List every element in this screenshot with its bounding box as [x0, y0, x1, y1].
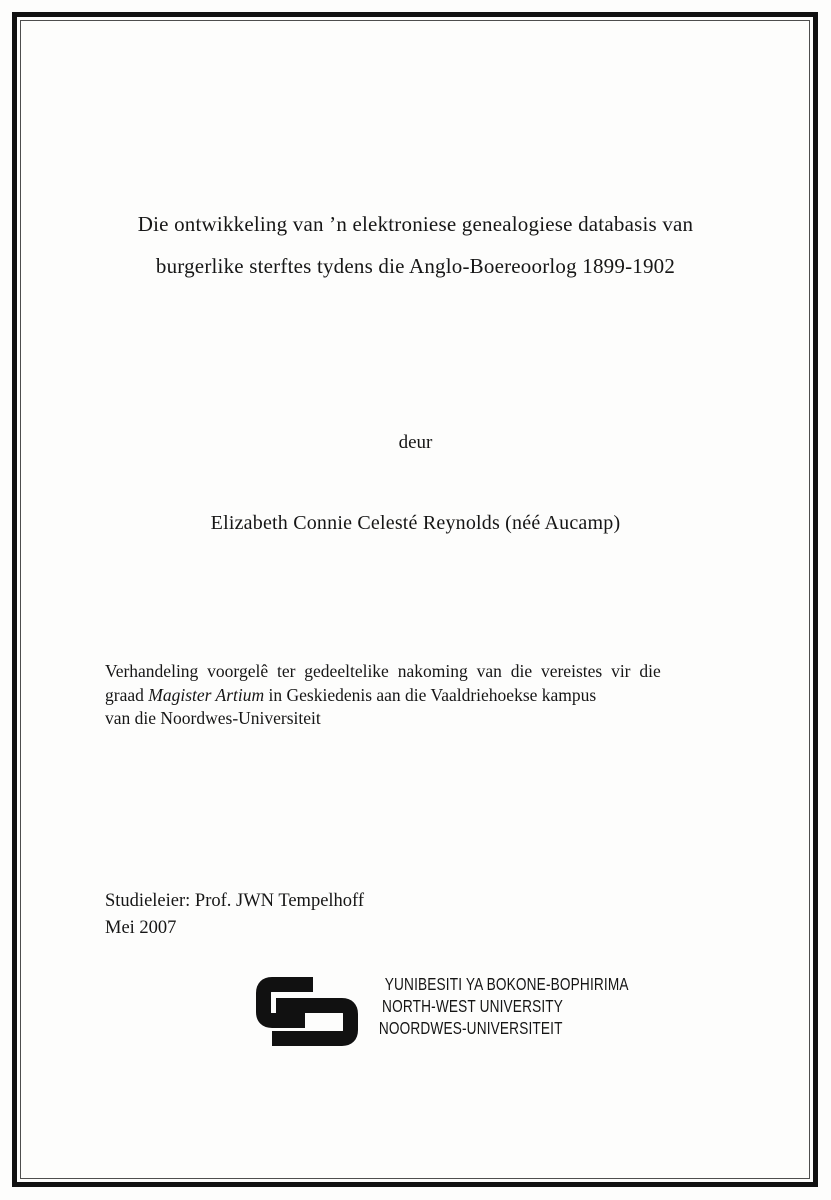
degree-statement-line2 — [105, 684, 727, 708]
degree-statement-line3: van die Noordwes-Universiteit — [105, 708, 321, 728]
logo-text-english: NORTH-WEST UNIVERSITY — [382, 996, 563, 1016]
logo-text-afrikaans: NOORDWES-UNIVERSITEIT — [379, 1018, 563, 1038]
degree-name-italic: Magister Artium — [148, 684, 265, 705]
degree-statement — [105, 660, 727, 731]
supervisor-line: Studieleier: Prof. JWN Tempelhoff — [105, 891, 365, 911]
degree-statement-line2-prefix: graad — [105, 684, 149, 705]
degree-statement-line2-suffix: in Geskiedenis aan die Vaaldriehoekse kampus — [264, 684, 597, 705]
byline-deur: deur — [398, 432, 433, 453]
thesis-title-line2: burgerlike sterftes tydens die Anglo-Boereoorlog 1899-1902 — [155, 254, 676, 278]
date-line: Mei 2007 — [105, 918, 177, 938]
logo-text-setswana: YUNIBESITI YA BOKONE-BOPHIRIMA — [384, 974, 629, 994]
author-name: Elizabeth Connie Celesté Reynolds (néé Aucamp) — [210, 512, 621, 534]
university-logo — [256, 971, 656, 1051]
thesis-title — [40, 203, 791, 287]
thesis-title-line1: Die ontwikkeling van ’n elektroniese genealogiese databasis van — [137, 212, 694, 236]
degree-statement-line1: Verhandeling voorgelê ter gedeeltelike nakoming van die vereistes vir die — [105, 661, 661, 681]
supervisor-block — [105, 888, 364, 942]
university-logo-text — [316, 973, 629, 1039]
